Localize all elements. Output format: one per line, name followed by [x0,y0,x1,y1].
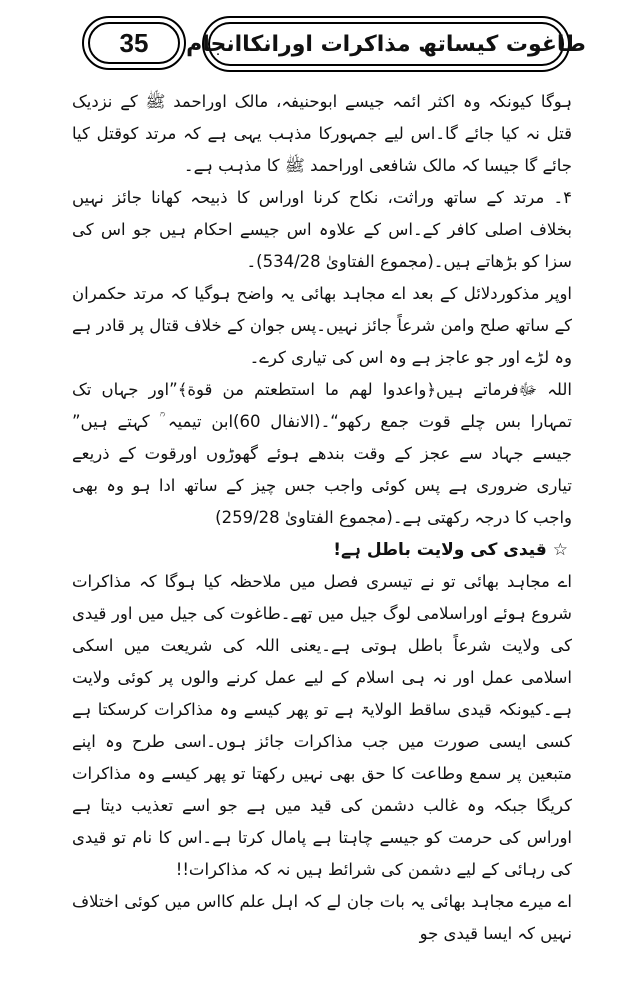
page-number: 35 [88,22,180,64]
section-heading [72,534,572,566]
chapter-title-frame [186,16,586,72]
star-icon: ☆ [552,540,568,560]
paragraph: اوپر مذکوردلائل کے بعد اے مجاہد بھائی یہ واضح ہوگیا کہ مرتد حکمران کے ساتھ صلح وامن شرعاً جائز نہیں۔پس جوان کے خلاف قتال پر قادر ہے وہ لڑے اور جو عاجز ہے وہ اس کی تیاری کرے۔ [72,284,572,367]
chapter-title: طاغوت کیساتھ مذاکرات اورانکاانجام [208,22,564,66]
page-header [70,14,586,76]
paragraph: اے میرے مجاہد بھائی یہ بات جان لے کہ اہل علم کااس میں کوئی اختلاف نہیں کہ ایسا قیدی جو [72,892,572,943]
page-number-frame [82,16,186,70]
paragraph: اے مجاہد بھائی تو نے تیسری فصل میں ملاحظہ کیا ہوگا کہ مذاکرات شروع ہوئے اوراسلامی لوگ جیل میں تھے۔طاغوت کی جیل میں اور قیدی کی ولایت شرعاً باطل ہوتی ہے۔یعنی اللہ کی شریعت میں اسکی اسلامی عمل اور نہ ہی اسلام کے لیے عمل کرنے والوں پر کوئی ولایت ہے۔کیونکہ قیدی ساقط الولایۃ ہے تو پھر کیسے وہ مذاکرات کرسکتا ہے کسی ایسی صورت میں جب مذاکرات جائز ہوں۔اسی طرح وہ اپنے متبعین پر سمع وطاعت کا حق بھی نہیں رکھتا تو پھر کیسے وہ مذاکرات کریگا جبکہ وہ غالب دشمن کی قید میں ہے جو اسے تعذیب دیتا ہے اوراس کی حرمت کو جیسے چاہتا ہے پامال کرتا ہے۔اس کا نام تو قیدی کی رہائی کے لیے دشمن کی شرائط ہیں نہ کہ مذاکرات!! [72,572,572,879]
paragraph: اللہ ﷻفرماتے ہیں﴿واعدوا لهم ما استطعتم من قوة﴾”اور جہاں تک تمہارا بس چلے قوت جمع رکھو“۔(الانفال 60)ابن تیمیہ ؒ کہتے ہیں” جیسے جہاد سے عجز کے وقت بندھے ہوئے گھوڑوں اورقوت کے ذریعے تیاری ضروری ہے پس کوئی واجب جس چیز کے ساتھ ادا ہو وہ بھی واجب کا درجہ رکھتی ہے۔(مجموع الفتاویٰ 259/28) [72,380,572,527]
section-heading-text: قیدی کی ولایت باطل ہے! [333,540,547,560]
paragraph: ہوگا کیونکہ وہ اکثر ائمہ جیسے ابوحنیفہ، مالک اوراحمد ﷺ کے نزدیک قتل نہ کیا جائے گا۔اس لیے جمہورکا مذہب یہی ہے کہ مرتد کوقتل کیا جائے گا جیسا کہ مالک شافعی اوراحمد ﷺ کا مذہب ہے۔ [72,92,572,175]
paragraph: ۴۔ مرتد کے ساتھ وراثت، نکاح کرنا اوراس کا ذبیحہ کھانا جائز نہیں بخلاف اصلی کافر کے۔اس کے علاوہ اس جیسے احکام ہیں جو اس کی سزا کو بڑھاتے ہیں۔(مجموع الفتاویٰ 534/28)۔ [72,188,572,271]
page-body [72,86,572,950]
